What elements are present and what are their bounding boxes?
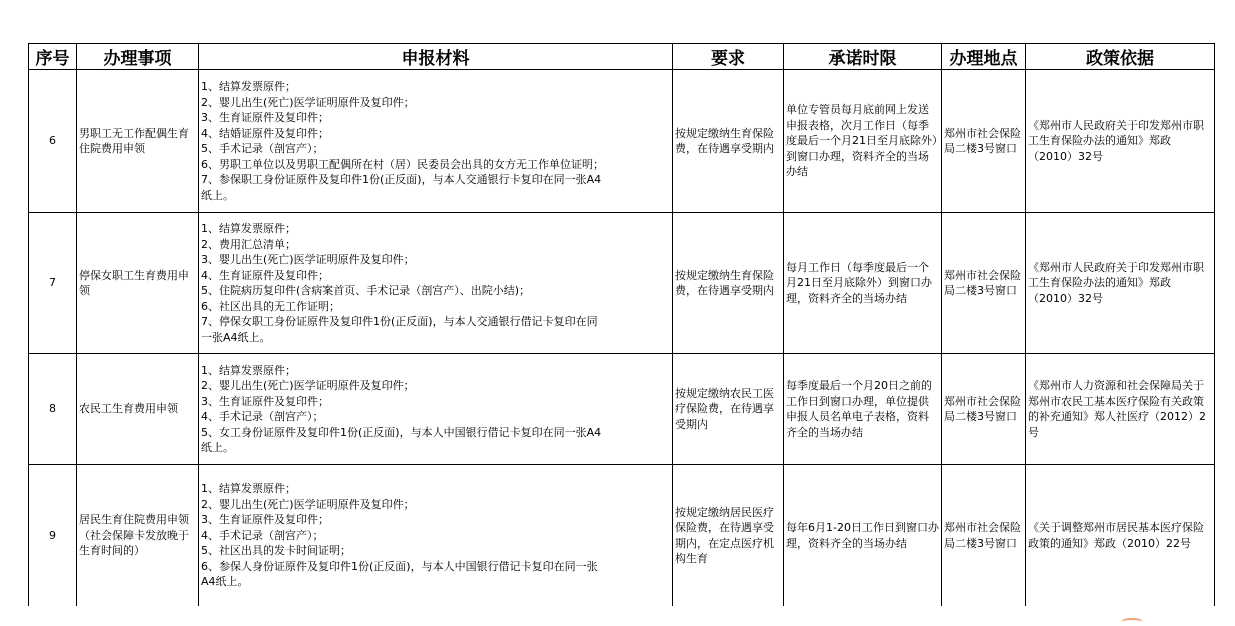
- material-line: 5、手术记录（剖宫产）；: [201, 142, 324, 155]
- material-line: 3、婴儿出生(死亡)医学证明原件及复印件；: [201, 253, 415, 266]
- material-line: A4纸上。: [201, 575, 249, 589]
- material-line: 6、男职工单位以及男职工配偶所在村（居）民委员会出具的女方无工作单位证明；: [201, 157, 604, 171]
- row-number: 7: [29, 213, 77, 354]
- requirement-cell: 按规定缴纳农民工医疗保险费，在待遇享受期内: [673, 354, 784, 465]
- material-line: 4、结婚证原件及复印件；: [201, 126, 329, 140]
- row-number: 9: [29, 465, 77, 607]
- header-policy: 政策依据: [1026, 44, 1215, 70]
- material-line: 1、结算发票原件；: [201, 363, 296, 377]
- policy-cell: 《关于调整郑州市居民基本医疗保险政策的通知》郑政（2010）22号: [1026, 465, 1215, 607]
- location-cell: 郑州市社会保险局二楼3号窗口: [942, 213, 1026, 354]
- table-row: [29, 465, 1215, 607]
- policy-cell: 《郑州市人民政府关于印发郑州市职工生育保险办法的通知》郑政（2010）32号: [1026, 213, 1215, 354]
- material-line: 2、婴儿出生(死亡)医学证明原件及复印件；: [201, 95, 415, 109]
- materials-cell: [199, 213, 673, 354]
- requirement-cell: 按规定缴纳生育保险费，在待遇享受期内: [673, 213, 784, 354]
- material-line: 1、结算发票原件；: [201, 482, 296, 496]
- material-line: 3、生育证原件及复印件；: [201, 513, 329, 527]
- material-line: 4、手术记录（剖宫产）；: [201, 528, 324, 542]
- policy-cell: 《郑州市人力资源和社会保障局关于郑州市农民工基本医疗保险有关政策的补充通知》郑人社医疗（2012）2号: [1026, 354, 1215, 465]
- location-cell: 郑州市社会保险局二楼3号窗口: [942, 465, 1026, 607]
- table-row: [29, 70, 1215, 213]
- material-line: 5、社区出具的发卡时间证明；: [201, 544, 351, 558]
- material-line: 4、手术记录（剖宫产）；: [201, 410, 324, 423]
- material-line: 4、生育证原件及复印件；: [201, 268, 329, 282]
- materials-cell: [199, 465, 673, 607]
- requirement-cell: 按规定缴纳生育保险费，在待遇享受期内: [673, 70, 784, 213]
- material-line: 纸上。: [201, 188, 234, 202]
- time-limit-cell: 单位专管员每月底前网上发送申报表格，次月工作日（每季度最后一个月21日至月底除外）到窗口办理，资料齐全的当场办结: [784, 70, 942, 213]
- material-line: 5、女工身份证原件及复印件1份(正反面)，与本人中国银行借记卡复印在同一张A4: [201, 425, 602, 439]
- material-line: 3、生育证原件及复印件；: [201, 394, 329, 408]
- material-line: 一张A4纸上。: [201, 330, 271, 344]
- material-line: 1、结算发票原件；: [201, 80, 296, 93]
- policy-table: [28, 43, 1215, 606]
- table-row: [29, 213, 1215, 354]
- header-no: 序号: [29, 44, 77, 70]
- row-number: 6: [29, 70, 77, 213]
- materials-cell: [199, 354, 673, 465]
- item-cell: 居民生育住院费用申领（社会保障卡发放晚于生育时间的）: [77, 465, 199, 607]
- table-row: [29, 354, 1215, 465]
- row-number: 8: [29, 354, 77, 465]
- material-line: 6、社区出具的无工作证明；: [201, 299, 340, 313]
- materials-cell: [199, 70, 673, 213]
- header-materials: 申报材料: [199, 44, 673, 70]
- time-limit-cell: 每年6月1-20日工作日到窗口办理，资料齐全的当场办结: [784, 465, 942, 607]
- requirement-cell: 按规定缴纳居民医疗保险费，在待遇享受期内，在定点医疗机构生育: [673, 465, 784, 607]
- material-line: 2、婴儿出生(死亡)医学证明原件及复印件；: [201, 379, 415, 392]
- material-line: 1、结算发票原件；: [201, 222, 296, 235]
- item-cell: 农民工生育费用申领: [77, 354, 199, 465]
- item-cell: 男职工无工作配偶生育住院费用申领: [77, 70, 199, 213]
- header-item: 办理事项: [77, 44, 199, 70]
- location-cell: 郑州市社会保险局二楼3号窗口: [942, 70, 1026, 213]
- header-requirement: 要求: [673, 44, 784, 70]
- material-line: 2、费用汇总清单；: [201, 237, 296, 251]
- header-location: 办理地点: [942, 44, 1026, 70]
- material-line: 2、婴儿出生(死亡)医学证明原件及复印件；: [201, 497, 415, 511]
- material-line: 纸上。: [201, 441, 234, 454]
- location-cell: 郑州市社会保险局二楼3号窗口: [942, 354, 1026, 465]
- header-time-limit: 承诺时限: [784, 44, 942, 70]
- time-limit-cell: 每月工作日（每季度最后一个月21日至月底除外）到窗口办理，资料齐全的当场办结: [784, 213, 942, 354]
- material-line: 6、参保人身份证原件及复印件1份(正反面)，与本人中国银行借记卡复印在同一张: [201, 559, 598, 573]
- material-line: 7、参保职工身份证原件及复印件1份(正反面)，与本人交通银行卡复印在同一张A4: [201, 173, 602, 186]
- item-cell: 停保女职工生育费用申领: [77, 213, 199, 354]
- material-line: 5、住院病历复印件(含病案首页、手术记录（剖宫产）、出院小结)；: [201, 284, 531, 297]
- time-limit-cell: 每季度最后一个月20日之前的工作日到窗口办理，单位提供申报人员名单电子表格，资料齐全的当场办结: [784, 354, 942, 465]
- material-line: 3、生育证原件及复印件；: [201, 111, 329, 124]
- corner-mark-decoration: [1121, 618, 1143, 626]
- material-line: 7、停保女职工身份证原件及复印件1份(正反面)，与本人交通银行借记卡复印在同: [201, 315, 598, 328]
- header-row: [29, 44, 1215, 70]
- policy-cell: 《郑州市人民政府关于印发郑州市职工生育保险办法的通知》郑政（2010）32号: [1026, 70, 1215, 213]
